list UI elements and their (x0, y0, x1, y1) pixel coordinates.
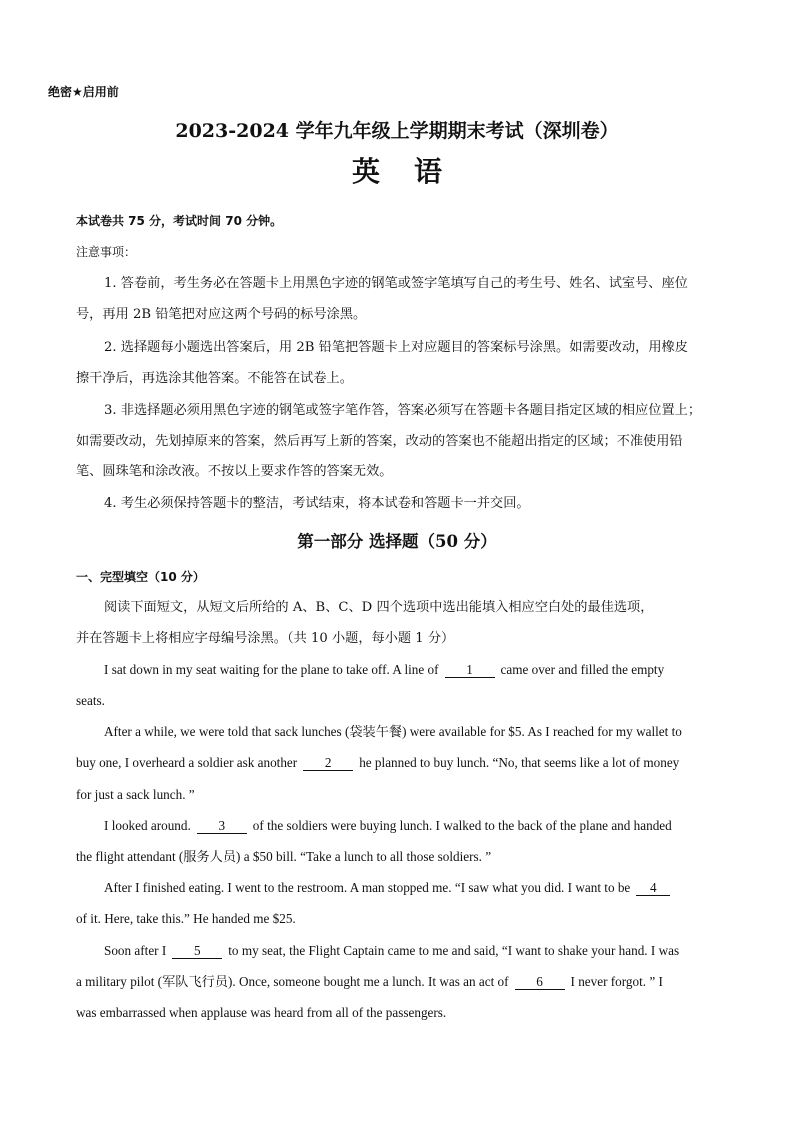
note-4: 4. 考生必须保持答题卡的整洁，考试结束，将本试卷和答题卡一并交回。 (104, 496, 530, 511)
passage-line (76, 972, 720, 992)
subject-title: 英语 (351, 155, 476, 188)
note-3-end: 笔、圆珠笔和涂改液。不按以上要求作答的答案无效。 (76, 464, 393, 479)
passage-text: he planned to buy lunch. “No, that seems like a lot of money (359, 755, 680, 770)
confidential-label: 绝密★启用前 (48, 85, 119, 99)
passage-line: for just a sack lunch. ” (76, 787, 195, 802)
passage-text: of the soldiers were buying lunch. I walked to the back of the plane and handed (252, 818, 672, 833)
passage-line (104, 816, 720, 836)
passage-text: to my seat, the Flight Captain came to me and said, “I want to shake your hand. I was (228, 943, 680, 958)
blank-5: 5 (172, 943, 222, 959)
passage-line (104, 660, 720, 680)
blank-4: 4 (636, 880, 670, 896)
score-time-info: 本试卷共 75 分，考试时间 70 分钟。 (76, 214, 283, 228)
passage-text: buy one, I overheard a soldier ask another (76, 755, 298, 770)
passage-line: seats. (76, 693, 105, 708)
notice-title: 注意事项： (76, 245, 137, 259)
note-3-cont: 如需要改动，先划掉原来的答案，然后再写上新的答案，改动的答案也不能超出指定的区域；不准使用铅 (76, 434, 683, 449)
note-1-cont: 号，再用 2B 铅笔把对应这两个号码的标号涂黑。 (76, 307, 367, 322)
exam-title: 2023-2024 学年九年级上学期期末考试（深圳卷） (175, 120, 619, 142)
passage-text: After I finished eating. I went to the restroom. A man stopped me. “I saw what you did. I want to be (104, 880, 631, 895)
note-1: 1. 答卷前，考生务必在答题卡上用黑色字迹的钢笔或签字笔填写自己的考生号、姓名、试室号、座位 (104, 276, 688, 291)
note-3: 3. 非选择题必须用黑色字迹的钢笔或签字笔作答，答案必须写在答题卡各题目指定区域的相应位置上； (104, 403, 702, 418)
cloze-instruction: 阅读下面短文，从短文后所给的 A、B、C、D 四个选项中选出能填入相应空白处的最佳选项， (104, 600, 654, 615)
passage-text: Soon after I (104, 943, 167, 958)
part-one-title: 第一部分 选择题（50 分） (297, 532, 497, 551)
blank-1: 1 (445, 662, 495, 678)
passage-line: was embarrassed when applause was heard from all of the passengers. (76, 1005, 447, 1020)
passage-line (104, 941, 720, 961)
blank-6: 6 (515, 974, 565, 990)
blank-3: 3 (197, 818, 247, 834)
passage-text: came over and filled the empty (500, 662, 665, 677)
passage-text: I looked around. (104, 818, 191, 833)
passage-text: I never forgot. ” I (570, 974, 663, 989)
passage-line: of it. Here, take this.” He handed me $25. (76, 911, 296, 926)
passage-line: After a while, we were told that sack lunches (袋装午餐) were available for $5. As I reached for my wallet to (104, 724, 682, 739)
passage-text: I sat down in my seat waiting for the plane to take off. A line of (104, 662, 439, 677)
blank-2: 2 (303, 755, 353, 771)
note-2: 2. 选择题每小题选出答案后，用 2B 铅笔把答题卡上对应题目的答案标号涂黑。如需要改动，用橡皮 (104, 340, 688, 355)
passage-text: a military pilot (军队飞行员). Once, someone bought me a lunch. It was an act of (76, 974, 509, 989)
note-2-cont: 擦干净后，再选涂其他答案。不能答在试卷上。 (76, 371, 353, 386)
passage-line (104, 878, 720, 898)
cloze-instruction-cont: 并在答题卡上将相应字母编号涂黑。（共 10 小题，每小题 1 分） (76, 631, 455, 646)
cloze-section-title: 一、完型填空（10 分） (76, 570, 205, 584)
passage-line (76, 753, 720, 773)
passage-line: the flight attendant (服务人员) a $50 bill. “Take a lunch to all those soldiers. ” (76, 849, 492, 864)
